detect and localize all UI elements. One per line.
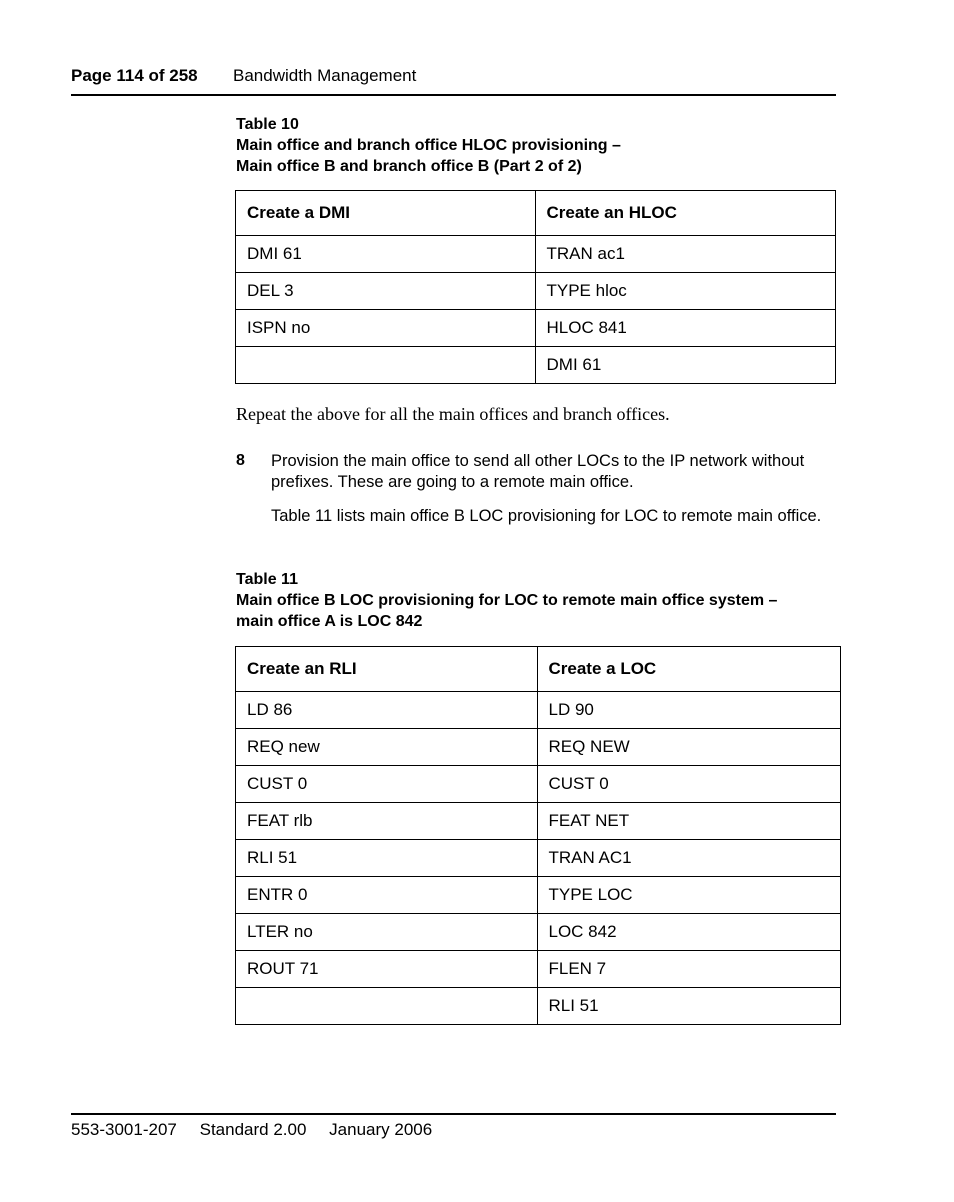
table-row [236, 310, 836, 347]
table-cell: ENTR 0 [236, 877, 538, 914]
body-paragraph: Repeat the above for all the main offices and branch offices. [236, 404, 670, 424]
table-header-row [236, 647, 841, 692]
table-cell: DMI 61 [535, 347, 836, 384]
table-cell: REQ NEW [537, 729, 841, 766]
table-cell [236, 988, 538, 1025]
table10-caption-line1: Main office and branch office HLOC provisioning – [236, 137, 621, 154]
footer-doc-number: 553-3001-207 [71, 1120, 177, 1139]
table-cell: FLEN 7 [537, 951, 841, 988]
section-title: Bandwidth Management [233, 66, 417, 85]
table-cell: TRAN ac1 [535, 236, 836, 273]
table10-caption [236, 114, 621, 177]
table11 [235, 646, 841, 1025]
footer-standard: Standard 2.00 [199, 1120, 307, 1139]
table-row [236, 273, 836, 310]
table-cell: LOC 842 [537, 914, 841, 951]
table-cell: CUST 0 [537, 766, 841, 803]
table-row [236, 877, 841, 914]
table-row [236, 347, 836, 384]
table11-caption [236, 569, 777, 632]
table-row [236, 236, 836, 273]
table-cell: HLOC 841 [535, 310, 836, 347]
page-number: Page 114 of 258 [71, 66, 198, 85]
table-row [236, 840, 841, 877]
table-row [236, 951, 841, 988]
table-header-cell: Create an RLI [236, 647, 538, 692]
table10-caption-line2: Main office B and branch office B (Part 2 of 2) [236, 158, 582, 175]
table-cell: CUST 0 [236, 766, 538, 803]
table11-caption-line2: main office A is LOC 842 [236, 613, 423, 630]
step-text: Provision the main office to send all other LOCs to the IP network without prefixes. These are going to a remote main office. [271, 452, 805, 491]
table-cell: TYPE LOC [537, 877, 841, 914]
table-row [236, 988, 841, 1025]
table-row [236, 692, 841, 729]
table10 [235, 190, 836, 384]
table-cell: TYPE hloc [535, 273, 836, 310]
table11-caption-line1: Main office B LOC provisioning for LOC to remote main office system – [236, 592, 778, 609]
table-row [236, 729, 841, 766]
table-cell: LTER no [236, 914, 538, 951]
table10-caption-label: Table 10 [236, 116, 299, 133]
table-cell [236, 347, 536, 384]
footer-date: January 2006 [329, 1120, 433, 1139]
step-number: 8 [236, 452, 245, 469]
page-footer [71, 1113, 836, 1140]
table-row [236, 914, 841, 951]
table-cell: DEL 3 [236, 273, 536, 310]
table-cell: FEAT rlb [236, 803, 538, 840]
table-cell: TRAN AC1 [537, 840, 841, 877]
table-row [236, 803, 841, 840]
table-cell: LD 86 [236, 692, 538, 729]
table11-caption-label: Table 11 [236, 571, 298, 588]
table-cell: DMI 61 [236, 236, 536, 273]
table-cell: ISPN no [236, 310, 536, 347]
table-header-row [236, 191, 836, 236]
table-header-cell: Create a LOC [537, 647, 841, 692]
table-header-cell: Create an HLOC [535, 191, 836, 236]
page-header [71, 66, 836, 96]
table-cell: ROUT 71 [236, 951, 538, 988]
table-cell: FEAT NET [537, 803, 841, 840]
step-subtext: Table 11 lists main office B LOC provisioning for LOC to remote main office. [271, 507, 822, 525]
table-row [236, 766, 841, 803]
table-cell: RLI 51 [236, 840, 538, 877]
table-header-cell: Create a DMI [236, 191, 536, 236]
table-cell: LD 90 [537, 692, 841, 729]
table-cell: REQ new [236, 729, 538, 766]
table-cell: RLI 51 [537, 988, 841, 1025]
